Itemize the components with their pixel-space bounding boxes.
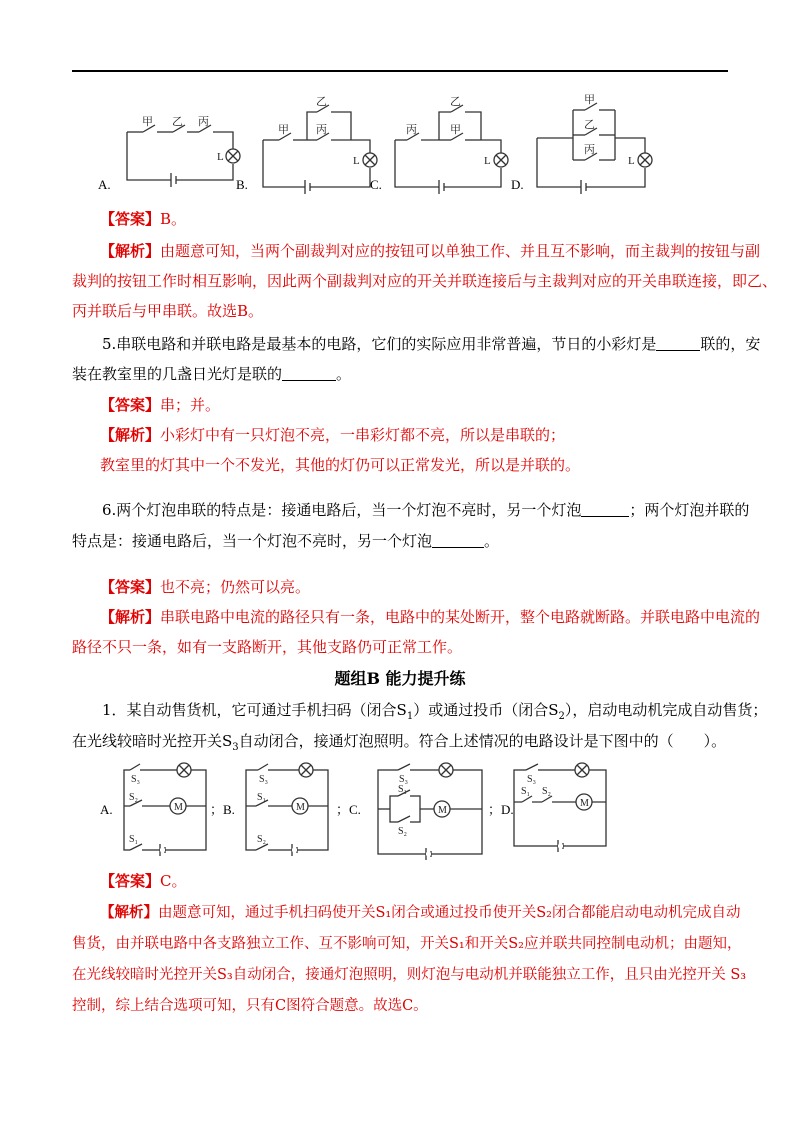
section-title: 题组B 能力提升练 (334, 669, 466, 688)
qb1-option-a: A. (100, 802, 113, 817)
svg-text:M: M (296, 802, 305, 813)
svg-text:丙: 丙 (316, 124, 327, 136)
svg-text:乙: 乙 (584, 119, 595, 131)
svg-text:S₃: S₃ (131, 774, 141, 785)
svg-text:丙: 丙 (198, 116, 209, 128)
svg-text:乙: 乙 (172, 116, 183, 128)
q5-analysis-line: 教室里的灯其中一个不发光，其他的灯仍可以正常发光，所以是并联的。 (100, 456, 581, 474)
q5-stem-line1: 5.串联电路和并联电路是最基本的电路，它们的实际应用非常普遍，节日的小彩灯是 联的，安 (102, 335, 761, 353)
option-b-label: B. (236, 177, 248, 192)
circuit-figure-qb1 (96, 762, 636, 862)
qb1-analysis-line: 【解析】由题意可知，通过手机扫码使开关S₁闭合或通过投币使开关S₂闭合都能启动电动机完成自动 (100, 904, 741, 921)
svg-text:S₁: S₁ (129, 834, 139, 845)
svg-text:S₃: S₃ (259, 774, 269, 785)
qb1-option-d: ；D. (488, 802, 514, 817)
svg-text:L: L (484, 155, 491, 167)
svg-text:S₃: S₃ (399, 774, 409, 785)
q4-analysis-line: 裁判的按钮工作时相互影响，因此两个副裁判对应的开关并联连接后与主裁判对应的开关串联连接，即乙、 (72, 272, 778, 290)
q6-stem-line1: 6.两个灯泡串联的特点是：接通电路后，当一个灯泡不亮时，另一个灯泡 ；两个灯泡并联的 (102, 501, 750, 519)
qb1-analysis-line: 控制，综上结合选项可知，只有C图符合题意。故选C。 (72, 998, 428, 1014)
q6-analysis-line: 路径不只一条，如有一支路断开，其他支路仍可正常工作。 (72, 638, 463, 656)
svg-text:S₁: S₁ (521, 786, 531, 797)
q5-answer: 【答案】串；并。 (100, 396, 221, 414)
svg-text:L: L (628, 155, 635, 167)
svg-text:乙: 乙 (316, 96, 327, 108)
svg-text:S₃: S₃ (527, 774, 537, 785)
svg-text:甲: 甲 (278, 124, 289, 136)
q6-answer: 【答案】也不亮；仍然可以亮。 (100, 578, 311, 596)
q5-stem-line2: 装在教室里的几盏日光灯是联的 。 (72, 365, 352, 383)
svg-text:L: L (217, 151, 224, 163)
svg-text:L: L (353, 155, 360, 167)
q6-analysis-line: 【解析】串联电路中电流的路径只有一条，电路中的某处断开，整个电路就断路。并联电路中电流的 (100, 608, 761, 626)
q4-analysis-line: 【解析】由题意可知，当两个副裁判对应的按钮可以单独工作、并且互不影响，而主裁判的按钮与副 (100, 242, 761, 260)
svg-text:丙: 丙 (406, 124, 417, 136)
svg-text:S₂: S₂ (398, 826, 408, 837)
header-rule (72, 70, 728, 72)
svg-text:M: M (580, 798, 589, 809)
svg-text:乙: 乙 (450, 96, 461, 108)
qb1-option-c: ；C. (336, 802, 361, 817)
svg-text:甲: 甲 (142, 116, 153, 128)
qb1-analysis-line: 售货，由并联电路中各支路独立工作、互不影响可知，开关S₁和开关S₂应并联共同控制电动机；由题知， (72, 936, 742, 952)
svg-text:S₂: S₂ (542, 786, 552, 797)
q4-answer: 【答案】B。 (100, 210, 187, 228)
q5-analysis-line: 【解析】小彩灯中有一只灯泡不亮，一串彩灯都不亮，所以是串联的； (100, 426, 566, 444)
svg-text:M: M (174, 802, 183, 813)
svg-text:丙: 丙 (584, 144, 595, 156)
q6-stem-line2: 特点是：接通电路后，当一个灯泡不亮时，另一个灯泡 。 (72, 532, 500, 550)
circuit-figure-q4 (95, 92, 665, 197)
svg-text:S₁: S₁ (398, 784, 408, 795)
svg-text:甲: 甲 (584, 94, 595, 106)
qb1-stem-line1: 1．某自动售货机，它可通过手机扫码（闭合$S_1$）或通过投币（闭合$S_2$），启动电动机完成自动售货； (102, 701, 768, 722)
qb1-answer: 【答案】C。 (100, 872, 187, 890)
option-a-label: A. (98, 177, 111, 192)
qb1-analysis-line: 在光线较暗时光控开关S₃自动闭合，接通灯泡照明，则灯泡与电动机并联能独立工作，且只由光控开关 S₃ (72, 967, 747, 983)
svg-text:M: M (438, 805, 447, 816)
option-c-label: C. (370, 177, 382, 192)
svg-text:甲: 甲 (450, 124, 461, 136)
svg-text:S₁: S₁ (257, 792, 267, 803)
svg-text:S₂: S₂ (257, 834, 267, 845)
q4-analysis-line: 丙并联后与甲串联。故选B。 (72, 302, 264, 320)
qb1-stem-line2: 在光线较暗时光控开关$S_3$自动闭合，接通灯泡照明。符合上述情况的电路设计是下图中的（ ）。 (72, 732, 727, 753)
qb1-option-b: ；B. (210, 802, 235, 817)
option-d-label: D. (511, 177, 524, 192)
svg-text:S₂: S₂ (129, 792, 139, 803)
